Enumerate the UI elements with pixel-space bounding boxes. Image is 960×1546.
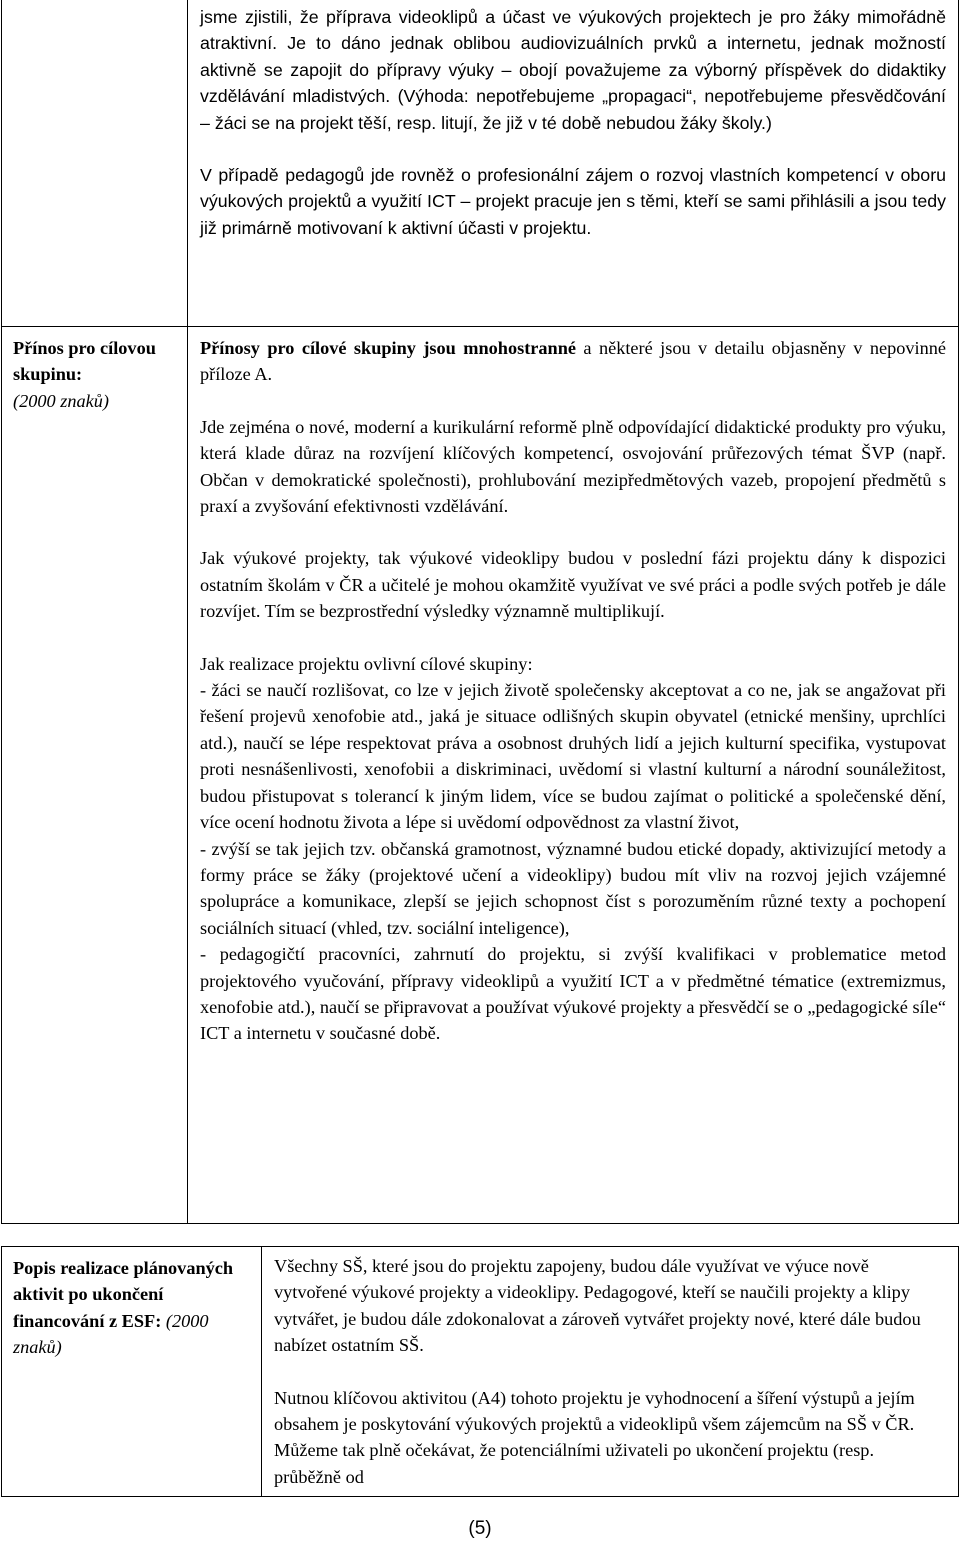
impact-civic	[200, 836, 946, 942]
intro-lead: jsme zjistili, že příprava videoklipů a účast ve výukových projektech je pro žáky mimořádně atraktivní.	[200, 7, 946, 54]
teachers-paragraph: V případě pedagogů jde rovněž o profesionální zájem o rozvoj vlastních kompetencí v oboru výukových projektů a využití ICT – projekt pracuje jen s těmi, kteří se sami přihlásili a jsou tedy již primárně motivovaní k aktivní účasti v projektu.	[200, 165, 946, 238]
benefit-lead-bold: Přínosy pro cílové skupiny jsou mnohostranné	[200, 338, 577, 358]
benefit-products-b: Občan v demokratické společnosti), prohlubování mezipředmětových vazeb, propojení předmětů s praxí a zvyšování efektivnosti vzdělávání.	[200, 469, 946, 517]
impact-civic-a: - zvýší se tak jejich tzv.	[200, 838, 382, 859]
benefit-label-cell	[1, 326, 188, 1224]
benefit-lead-rest: a některé jsou v detailu objasněny v nepovinné příloze A.	[200, 338, 947, 385]
impact-heading: Jak realizace projektu ovlivní cílové skupiny:	[200, 653, 533, 674]
after-label-heading: Popis realizace plánovaných aktivit po ukončení financování z ESF:	[13, 1258, 234, 1331]
benefit-dissemination-paragraph: Jak výukové projekty, tak výukové videoklipy budou v poslední fázi projektu dány k dispozici ostatním školám v ČR a učitelé je mohou okamžitě využívat ve své práci a podle svých potřeb je dále rozvíjet. Tím se bezprostřední výsledky významně multiplikují.	[200, 548, 946, 622]
impact-civic-b: občanská gramotnost, významné budou etické dopady, aktivizující metody a formy práce se žáky (projektové učení a videoklipy) budou mít vliv na rozvoj jejich vzájemné spolupráce a komunikace, zlepší se jejich schopnost číst s porozuměním různé texty a pochopení sociálních situací (vhled, tzv. sociální inteligence),	[200, 838, 947, 938]
table-left-column-top	[1, 0, 188, 326]
benefit-label-limit: (2000 znaků)	[13, 390, 109, 411]
impact-teachers: - pedagogičtí pracovníci, zahrnutí do projektu, si zvýší kvalifikaci v problematice metod projektového vyučování, přípravy videoklipů a využití ICT a v předmětné tématice (extremizmus, xenofobie atd.), naučí se připravovat a používat výukové projekty a přesvědčí se o „pedagogické síle“ ICT a internetu v současné době.	[200, 944, 946, 1044]
impact-students: - žáci se naučí rozlišovat, co lze v jejich životě společensky akceptovat a co ne, jak se angažovat při řešení projevů xenofobie atd., jaká je situace odlišných skupin obyvatel (etnické menšiny, uprchlíci atd.), naučí se lépe respektovat práva a osobnost druhých lidí a jejich kulturní specifika, vystupovat proti nesnášenlivosti, xenofobii a diskriminaci, uvědomí si vlastní kulturní a národní sounáležitost, budou přistupovat s tolerancí k jiným lidem, více se budou zajímat o politické a společenské dění, více ocení hodnotu života a lépe si uvědomí odpovědnost za vlastní život,	[200, 680, 946, 833]
after-label-limit: (2000 znaků)	[13, 1310, 209, 1358]
after-content-cell	[262, 1246, 959, 1497]
after-paragraph-2: Nutnou klíčovou aktivitou (A4) tohoto projektu je vyhodnocení a šíření výstupů a jejím obsahem je poskytování výukových projektů a videoklipů všem zájemcům na SŠ v ČR. Můžeme tak plně očekávat, že potenciálními uživateli po ukončení projektu (resp. průběžně od	[274, 1387, 915, 1487]
intro-body: Je to dáno jednak oblibou audiovizuálních prvků a internetu, jednak možností aktivně se zapojit do přípravy výuky – obojí považujeme za výborný příspěvek do didaktiky vzdělávání mladistvých. (Výhoda: nepotřebujeme „propagaci“, nepotřebujeme přesvědčování – žáci se na projekt těší, resp. litují, že již v té době nebudou žáky školy.)	[200, 33, 946, 133]
after-label-cell	[1, 1246, 262, 1497]
page-number: (5)	[468, 1518, 492, 1539]
intro-paragraph	[200, 4, 946, 136]
benefit-products-paragraph	[200, 414, 946, 520]
benefit-products-a: Jde zejména o nové, moderní a kurikulární reformě plně odpovídající didaktické produkty pro výuku, která klade důraz na rozvíjení klíčových kompetencí, osvojování průřezových témat ŠVP (např.	[200, 416, 946, 464]
benefit-lead	[200, 335, 946, 388]
after-paragraph-1: Všechny SŠ, které jsou do projektu zapojeny, budou dále využívat ve výuce nově vytvořené výukové projekty a videoklipy. Pedagogové, kteří se naučili projekty a klipy vytvářet, je budou dále zdokonalovat a zároveň vytvářet projekty nové, které dále budou nabízet ostatním SŠ.	[274, 1256, 921, 1356]
table-right-column-top	[188, 0, 959, 326]
benefit-label-heading: Přínos pro cílovou skupinu:	[13, 338, 156, 385]
benefit-content-cell	[188, 326, 959, 1224]
